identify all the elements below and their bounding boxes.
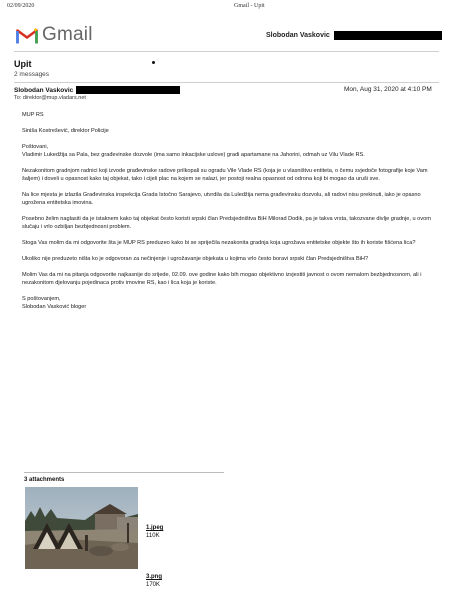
attachment-file[interactable] bbox=[146, 573, 162, 589]
header-divider bbox=[14, 51, 439, 52]
attachments-divider bbox=[24, 472, 224, 473]
redaction-bar bbox=[334, 31, 442, 40]
photo-construction-site bbox=[25, 487, 138, 569]
attachment-file[interactable] bbox=[146, 524, 163, 540]
sender-name: Slobodan Vaskovic bbox=[14, 86, 74, 94]
attachment-thumbnail[interactable] bbox=[25, 487, 138, 569]
redaction-bar bbox=[76, 86, 180, 94]
sender-line bbox=[14, 86, 180, 94]
attachment-name[interactable]: 3.png bbox=[146, 574, 162, 580]
print-date: 02/09/2020 bbox=[7, 3, 35, 9]
print-title: Gmail - Upit bbox=[234, 3, 265, 9]
body-paragraph: Siniša Kostrešević, direktor Policije bbox=[22, 128, 109, 134]
message-body bbox=[22, 111, 432, 319]
recipient-line[interactable]: To: direktor@mup.vladars.net bbox=[14, 95, 86, 101]
message-date: Mon, Aug 31, 2020 at 4:10 PM bbox=[344, 86, 432, 93]
gmail-logo-text: Gmail bbox=[42, 24, 93, 45]
attachment-size: 170K bbox=[146, 582, 161, 588]
body-paragraph: Poštovani, Vladimir Lukedžija sa Pala, bez građevinske dozvole (ima samo inkacijske uslove) gradi apartamane na Jahorini, odmah uz Vilu Vlade RS. bbox=[22, 144, 365, 158]
attachment-size: 110K bbox=[146, 533, 160, 539]
message-count: 2 messages bbox=[14, 71, 50, 78]
body-paragraph: Molim Vas da mi na pitanja odgovorite najkasnije do srijede, 02.09. ove godine kako bih mogao objektivno izvjestiti javnost o ovom nemalom bezbjednosnom, ali i nezakonitom djelovanju pojedinaca protiv imovine RS, kao i lica koja je koriste. bbox=[22, 272, 422, 286]
gmail-m-icon bbox=[16, 27, 38, 44]
attachments-title: 3 attachments bbox=[24, 477, 65, 483]
gmail-logo[interactable] bbox=[16, 24, 93, 46]
account-name: Slobodan Vaskovic bbox=[266, 32, 330, 39]
bullet-dot bbox=[152, 61, 155, 64]
body-paragraph: Posebno želim naglasiti da je istaknem kako taj objekat često koristi srpski član Predsjedništva BiH Milorad Dodik, pa je takva vrsta, takozvane divlje gradnje, u ovom slučaju i vrlo ozbiljan bezbjednosni problem. bbox=[22, 216, 431, 230]
body-paragraph: Na lice mjesta je izlazila Građevinska inspekcija Grada Istočno Sarajevo, utvrdila da Luledžija nema građevinsku dozvolu, ali radovi nisu prekinuti, iako je opasno ugrožena entitetska imovina. bbox=[22, 192, 421, 206]
body-paragraph: Ukoliko nije preduzeto ništa ko je odgovoran za nečinjenje i ugrožavanje objekata u kojima vrlo često boravi srpski član Predsjedništva BiH? bbox=[22, 256, 369, 262]
body-paragraph: Nezakonitom gradnjom radnici koji izvode građevinske radove prilkopali su ogradu Vile Vlade RS (koja je u vlasništvu entiteta, o čemu svjedoče fotografije koje Vam šaljem) i doveli u opasnost kako taj objekat, tako i cijeli plac na kojem se nalazi, jer postoji realna opasnost od odrona koji bi mogao da uruši sve. bbox=[22, 168, 428, 182]
body-paragraph: Stoga Vas molim da mi odgovorite šta je MUP RS preduzeo kako bi se spriječila nezakonita gradnja koja ugrožava entitetske objekte što ih koriste fišćena lica? bbox=[22, 240, 416, 246]
thread-subject: Upit bbox=[14, 59, 32, 69]
attachment-name[interactable]: 1.jpeg bbox=[146, 525, 164, 531]
body-paragraph: MUP RS bbox=[22, 112, 44, 118]
body-signature: S poštovanjem, Slobodan Vasković bloger bbox=[22, 296, 87, 310]
account-info bbox=[266, 31, 442, 40]
thread-divider bbox=[14, 82, 439, 83]
